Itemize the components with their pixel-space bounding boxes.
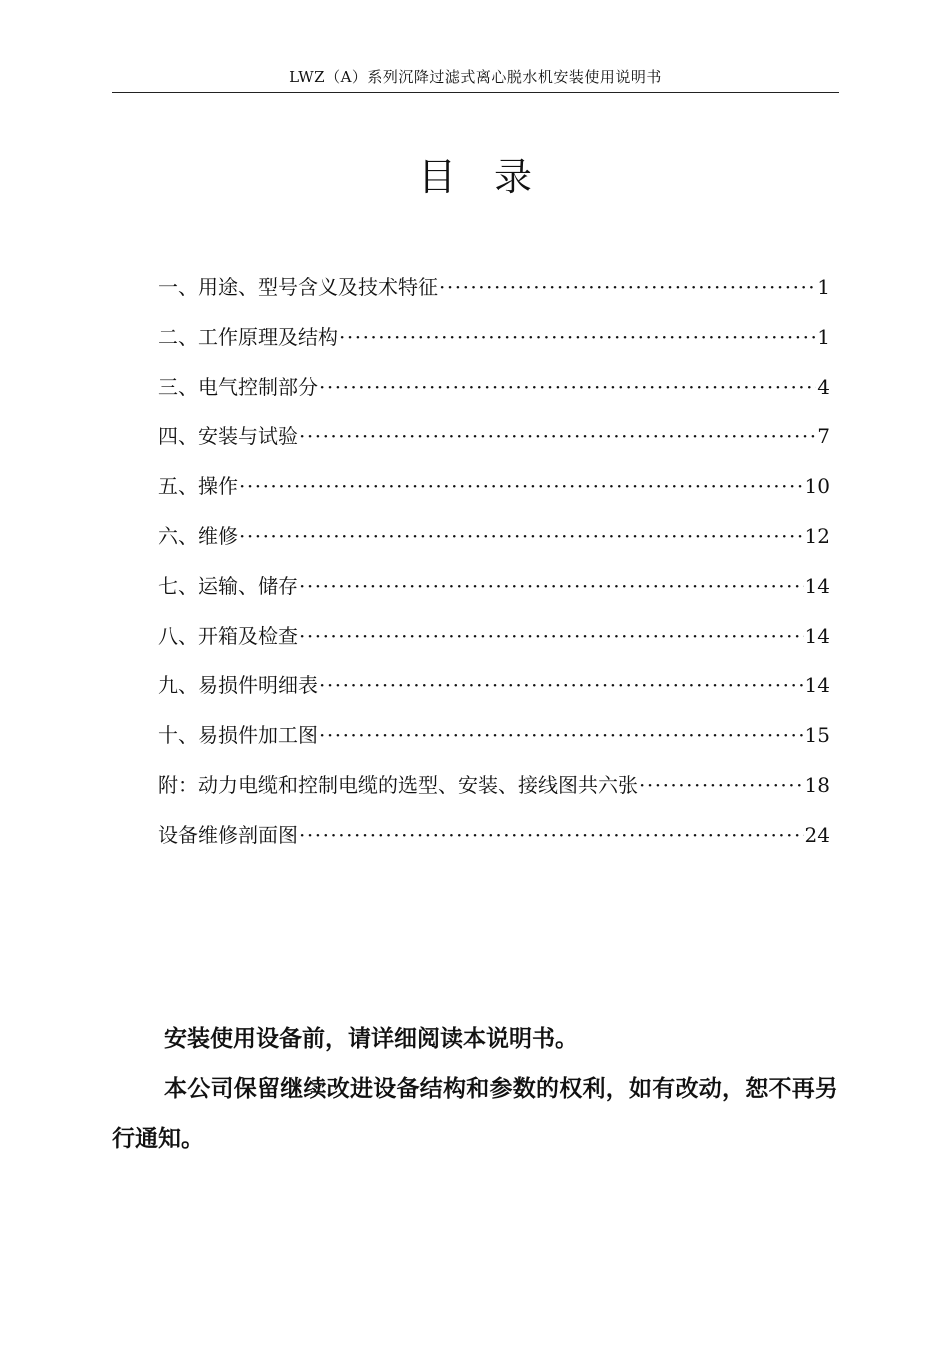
toc-entry-5[interactable] (158, 471, 830, 521)
toc-entry-label: 附：动力电缆和控制电缆的选型、安装、接线图共六张 (158, 772, 638, 797)
toc-entry-label: 七、运输、储存 (158, 573, 298, 598)
toc-entry-label: 一、用途、型号含义及技术特征 (158, 275, 438, 299)
toc-entry-1[interactable] (158, 272, 830, 322)
toc-dot-leader (239, 471, 804, 501)
toc-dot-leader (319, 372, 816, 402)
toc-page-number: 10 (804, 474, 830, 499)
toc-dot-leader (439, 272, 816, 302)
toc-entry-11[interactable] (158, 770, 830, 820)
toc-dot-leader (319, 670, 804, 700)
toc-page-number: 15 (804, 723, 830, 748)
toc-entry-3[interactable] (158, 372, 830, 422)
toc-page-number: 18 (804, 772, 830, 797)
toc-dot-leader (299, 421, 816, 451)
notice-read-manual: 安装使用设备前，请详细阅读本说明书。 (164, 1026, 578, 1052)
toc-dot-leader (299, 621, 804, 651)
toc-page-number: 14 (804, 623, 830, 648)
toc-entry-8[interactable] (158, 621, 830, 671)
toc-dot-leader (239, 521, 804, 551)
toc-dot-leader (319, 720, 804, 750)
toc-page-number: 14 (804, 573, 830, 598)
toc-entry-2[interactable] (158, 322, 830, 372)
toc-page-number: 4 (817, 374, 830, 399)
toc-entry-6[interactable] (158, 521, 830, 571)
toc-entry-label: 三、电气控制部分 (158, 374, 318, 399)
page-header (112, 66, 839, 93)
toc-page-number: 14 (804, 673, 830, 698)
notice-rights-reserved: 本公司保留继续改进设备结构和参数的权利，如有改动，恕不再另行通知。 (112, 1076, 838, 1152)
toc-dot-leader (339, 322, 816, 352)
toc-page-number: 24 (804, 822, 830, 847)
toc-entry-label: 二、工作原理及结构 (158, 324, 338, 349)
toc-page-number: 7 (817, 424, 830, 449)
toc-entry-label: 五、操作 (158, 474, 238, 499)
toc-entry-7[interactable] (158, 571, 830, 621)
toc-dot-leader (299, 571, 804, 601)
toc-page-number: 12 (804, 523, 830, 548)
toc-dot-leader (299, 820, 804, 850)
toc-entry-label: 九、易损件明细表 (158, 673, 318, 698)
toc-entry-9[interactable] (158, 670, 830, 720)
toc-entry-label: 六、维修 (158, 523, 238, 548)
toc-entry-label: 八、开箱及检查 (158, 623, 298, 648)
toc-entry-4[interactable] (158, 421, 830, 471)
notice-block (112, 1014, 838, 1164)
toc-entry-12[interactable] (158, 820, 830, 870)
table-of-contents (158, 272, 830, 870)
toc-entry-10[interactable] (158, 720, 830, 770)
toc-entry-label: 设备维修剖面图 (158, 822, 298, 847)
toc-dot-leader (639, 770, 804, 800)
toc-entry-label: 十、易损件加工图 (158, 723, 318, 748)
toc-entry-label: 四、安装与试验 (158, 424, 298, 449)
page-title: 目录 (417, 155, 570, 199)
header-text: LWZ（A）系列沉降过滤式离心脱水机安装使用说明书 (289, 68, 662, 86)
toc-page-number: 1 (817, 324, 830, 349)
toc-page-number: 1 (817, 275, 830, 299)
